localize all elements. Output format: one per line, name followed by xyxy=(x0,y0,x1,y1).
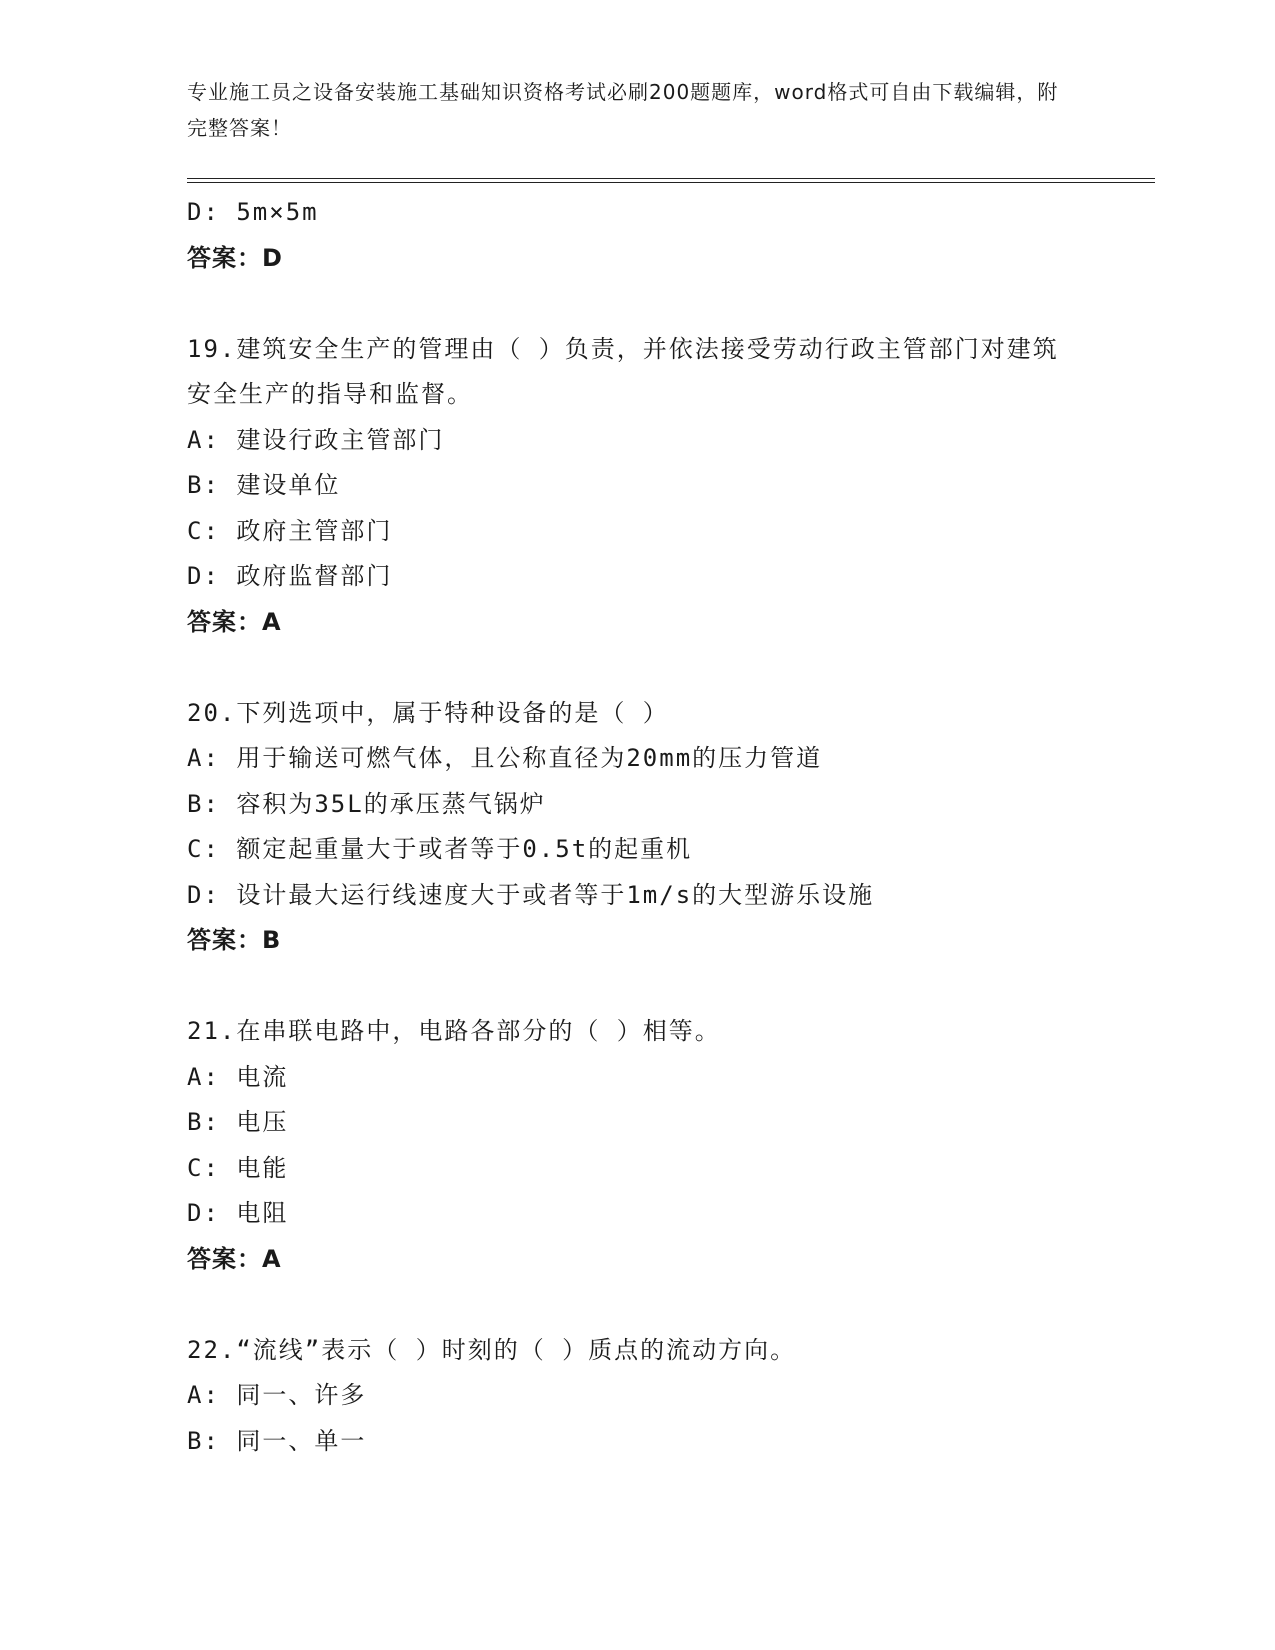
page-header: 专业施工员之设备安装施工基础知识资格考试必刷200题题库，word格式可自由下载编辑，附完整答案！ xyxy=(187,80,1059,140)
question-22 xyxy=(187,1328,1087,1465)
option-c: C: 电能 xyxy=(187,1153,289,1182)
header-divider xyxy=(187,178,1155,179)
option-b: B: 电压 xyxy=(187,1108,289,1136)
option-a: A: 同一、许多 xyxy=(187,1381,367,1409)
option-a: A: 用于输送可燃气体，且公称直径为20mm的压力管道 xyxy=(187,744,823,772)
option-d: D: 电阻 xyxy=(187,1199,289,1227)
question-19 xyxy=(187,327,1087,646)
option-c: C: 额定起重量大于或者等于0.5t的起重机 xyxy=(187,835,693,863)
option-a: A: 建设行政主管部门 xyxy=(187,425,445,454)
option-c: C: 政府主管部门 xyxy=(187,516,393,545)
option-d: D: 政府监督部门 xyxy=(187,562,393,590)
header-divider-secondary xyxy=(187,182,1155,183)
question-20 xyxy=(187,691,1087,964)
option-b: B: 建设单位 xyxy=(187,471,341,499)
option-b: B: 容积为35L的承压蒸气锅炉 xyxy=(187,789,546,818)
option-d: D: 设计最大运行线速度大于或者等于1m/s的大型游乐设施 xyxy=(187,880,875,909)
question-stem: 19.建筑安全生产的管理由（ ）负责，并依法接受劳动行政主管部门对建筑安全生产的指导和监督。 xyxy=(187,334,1059,408)
prev-question-option-d: D: 5m×5m xyxy=(187,198,319,226)
question-answer: 答案：A xyxy=(187,1244,282,1273)
prev-question-answer: 答案：D xyxy=(187,243,283,272)
question-stem: 22.“流线”表示（ ）时刻的（ ）质点的流动方向。 xyxy=(187,1335,797,1364)
question-content xyxy=(187,190,1087,1464)
question-stem: 21.在串联电路中，电路各部分的（ ）相等。 xyxy=(187,1017,721,1045)
question-21 xyxy=(187,1009,1087,1282)
option-a: A: 电流 xyxy=(187,1062,289,1091)
question-answer: 答案：B xyxy=(187,926,282,954)
option-b: B: 同一、单一 xyxy=(187,1426,367,1455)
question-stem: 20.下列选项中，属于特种设备的是（ ） xyxy=(187,698,669,727)
question-answer: 答案：A xyxy=(187,607,282,636)
